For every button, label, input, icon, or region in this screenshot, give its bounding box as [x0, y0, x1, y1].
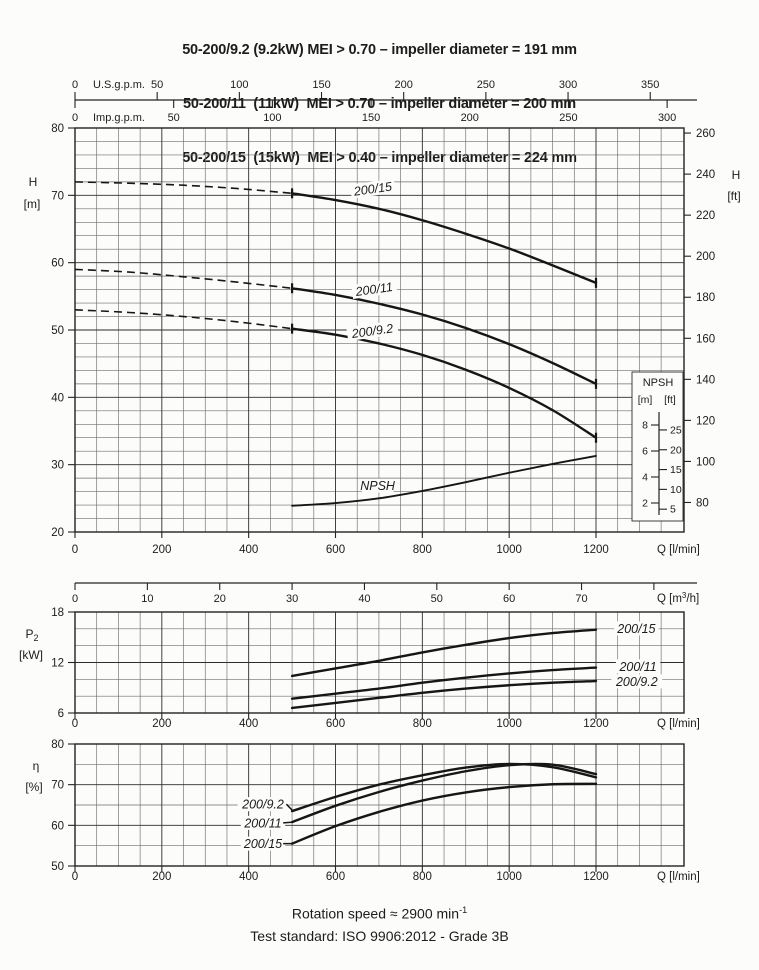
- svg-text:1200: 1200: [583, 718, 609, 730]
- svg-text:1000: 1000: [496, 544, 522, 556]
- svg-text:100: 100: [696, 456, 716, 469]
- svg-text:10: 10: [670, 483, 682, 496]
- svg-text:100: 100: [230, 79, 249, 91]
- power-flow-chart: [19, 583, 700, 730]
- x-axis-bottom: [72, 532, 700, 556]
- curve-label-NPSH: [360, 479, 396, 494]
- svg-text:260: 260: [696, 128, 716, 141]
- svg-text:NPSH: NPSH: [642, 377, 674, 389]
- svg-text:1200: 1200: [583, 871, 609, 883]
- svg-text:200/15: 200/15: [243, 837, 283, 852]
- svg-text:20: 20: [51, 527, 64, 539]
- svg-text:600: 600: [325, 544, 346, 556]
- svg-text:1000: 1000: [496, 871, 522, 883]
- svg-text:Imp.g.p.m.: Imp.g.p.m.: [93, 112, 145, 124]
- y-axis-left: [19, 607, 75, 720]
- svg-text:400: 400: [239, 718, 259, 730]
- imp-gpm-axis-name: [93, 112, 145, 124]
- svg-text:70: 70: [51, 190, 64, 203]
- svg-text:[ft]: [ft]: [727, 189, 741, 203]
- svg-text:H: H: [28, 175, 38, 189]
- svg-text:10: 10: [141, 593, 154, 605]
- svg-text:300: 300: [657, 112, 677, 124]
- svg-text:60: 60: [503, 593, 516, 605]
- svg-text:600: 600: [325, 871, 346, 883]
- svg-text:80: 80: [696, 497, 709, 510]
- svg-text:70: 70: [51, 779, 64, 792]
- svg-text:200/15: 200/15: [617, 621, 656, 636]
- svg-text:200: 200: [152, 871, 172, 883]
- svg-text:200: 200: [460, 112, 479, 124]
- y-axis-right-ft: [684, 128, 741, 509]
- npsh-inset: [632, 372, 683, 521]
- svg-text:Q [l/min]: Q [l/min]: [657, 718, 700, 730]
- svg-text:300: 300: [558, 79, 578, 91]
- svg-text:140: 140: [696, 374, 716, 387]
- svg-text:18: 18: [51, 607, 64, 619]
- head-flow-chart: [24, 79, 741, 556]
- svg-text:20: 20: [213, 593, 226, 605]
- svg-text:180: 180: [696, 292, 716, 305]
- svg-text:150: 150: [361, 112, 381, 124]
- x-axis-bottom: [72, 713, 700, 730]
- svg-text:40: 40: [358, 593, 371, 605]
- footer-block: [0, 899, 759, 947]
- svg-text:200/9.2: 200/9.2: [242, 797, 284, 812]
- svg-text:0: 0: [71, 79, 79, 91]
- svg-text:600: 600: [325, 718, 346, 730]
- svg-text:200/9.2: 200/9.2: [615, 674, 658, 689]
- gpm-axes: [72, 79, 697, 124]
- svg-text:160: 160: [696, 333, 716, 346]
- svg-text:8: 8: [642, 419, 648, 432]
- svg-text:0: 0: [71, 871, 79, 883]
- svg-text:80: 80: [51, 739, 64, 751]
- svg-text:200: 200: [394, 79, 413, 91]
- svg-text:200/11: 200/11: [244, 816, 282, 831]
- us-gpm-axis-name: [93, 79, 145, 91]
- svg-text:60: 60: [51, 257, 64, 270]
- curve-label-200-9-2: [611, 674, 662, 689]
- svg-text:1000: 1000: [496, 718, 522, 730]
- svg-text:200: 200: [696, 251, 716, 264]
- svg-text:400: 400: [239, 544, 259, 556]
- curve-label-200-11: [616, 659, 660, 674]
- svg-text:200/9.2: 200/9.2: [350, 321, 395, 342]
- superscript: -1: [459, 905, 468, 915]
- svg-text:30: 30: [285, 593, 299, 605]
- svg-text:120: 120: [696, 415, 716, 428]
- svg-text:6: 6: [57, 708, 64, 720]
- svg-text:[ft]: [ft]: [664, 394, 676, 406]
- svg-text:800: 800: [412, 544, 432, 556]
- svg-text:240: 240: [696, 169, 716, 182]
- svg-text:50: 50: [51, 325, 64, 337]
- svg-text:40: 40: [51, 392, 64, 405]
- y-axis-left: [25, 739, 75, 873]
- svg-text:H: H: [731, 168, 741, 182]
- svg-text:15: 15: [670, 464, 682, 477]
- svg-text:0: 0: [71, 593, 79, 605]
- svg-text:Q [m3/h]: Q $[m^3/h]$: [657, 591, 700, 605]
- svg-text:P2: $P_2$: [25, 627, 39, 643]
- svg-text:800: 800: [412, 718, 432, 730]
- svg-text:50: 50: [430, 593, 443, 605]
- curve-label-200-11: [241, 816, 285, 831]
- svg-text:200/11: 200/11: [619, 659, 657, 674]
- svg-text:150: 150: [312, 79, 331, 91]
- svg-text:80: 80: [51, 123, 64, 135]
- svg-text:100: 100: [263, 112, 282, 124]
- svg-text:250: 250: [476, 79, 496, 91]
- svg-text:[m]: [m]: [637, 394, 653, 406]
- svg-text:12: 12: [51, 657, 64, 670]
- svg-text:1200: 1200: [583, 544, 609, 556]
- x-axis-bottom: [72, 866, 700, 883]
- grid-minor: [75, 744, 684, 866]
- svg-text:0: 0: [71, 718, 79, 730]
- svg-text:[kW]: [kW]: [19, 648, 43, 662]
- curve-label-200-15: [614, 621, 658, 636]
- svg-text:η: η: [32, 759, 40, 773]
- svg-text:70: 70: [575, 593, 588, 605]
- title-line-2: 50-200/11 (11kW) MEI > 0.70 – impeller diameter = 200 mm: [182, 96, 576, 112]
- svg-text:800: 800: [412, 871, 432, 883]
- title-line-3: 50-200/15 (15kW) MEI > 0.40 – impeller diameter = 224 mm: [182, 150, 577, 166]
- svg-text:4: 4: [642, 471, 648, 484]
- svg-text:50: 50: [151, 79, 164, 91]
- svg-text:400: 400: [239, 871, 259, 883]
- svg-text:Q [l/min]: Q [l/min]: [657, 544, 700, 556]
- efficiency-flow-chart: [25, 739, 699, 883]
- svg-text:0: 0: [71, 112, 79, 124]
- curve-label-200-15: [241, 837, 285, 852]
- svg-text:NPSH: NPSH: [360, 479, 395, 494]
- svg-text:0: 0: [71, 544, 79, 556]
- svg-text:25: 25: [670, 424, 682, 437]
- svg-text:200/15: 200/15: [353, 179, 393, 199]
- svg-text:5: 5: [670, 503, 676, 516]
- svg-text:200: 200: [152, 718, 172, 730]
- svg-text:6: 6: [642, 445, 648, 458]
- svg-text:Q [l/min]: Q [l/min]: [657, 871, 700, 883]
- svg-text:[m]: [m]: [23, 197, 41, 211]
- rotation-speed-note: Rotation speed ≈ 2900 $\min^{-1}$: [291, 905, 468, 922]
- m3h-axis: [72, 583, 699, 605]
- svg-text:2: 2: [642, 497, 648, 510]
- svg-text:U.S.g.p.m.: U.S.g.p.m.: [93, 79, 145, 91]
- svg-text:200/11: 200/11: [354, 279, 394, 299]
- test-standard-note: Test standard: ISO 9906:2012 - Grade 3B: [250, 927, 509, 944]
- svg-text:200: 200: [152, 544, 172, 556]
- svg-text:60: 60: [51, 820, 64, 833]
- svg-text:50: 50: [51, 861, 64, 873]
- y-axis-left: [24, 123, 75, 539]
- svg-text:[%]: [%]: [25, 780, 43, 794]
- svg-text:20: 20: [670, 444, 682, 457]
- svg-text:220: 220: [696, 210, 716, 223]
- svg-text:50: 50: [167, 112, 180, 124]
- svg-text:30: 30: [51, 459, 64, 472]
- title-line-1: 50-200/9.2 (9.2kW) MEI > 0.70 – impeller diameter = 191 mm: [182, 42, 577, 58]
- curve-label-200-11: [351, 279, 397, 300]
- svg-text:250: 250: [559, 112, 578, 124]
- svg-text:350: 350: [641, 79, 660, 91]
- curve-label-200-9-2: [346, 320, 398, 341]
- curve-label-200-9-2: [238, 797, 289, 812]
